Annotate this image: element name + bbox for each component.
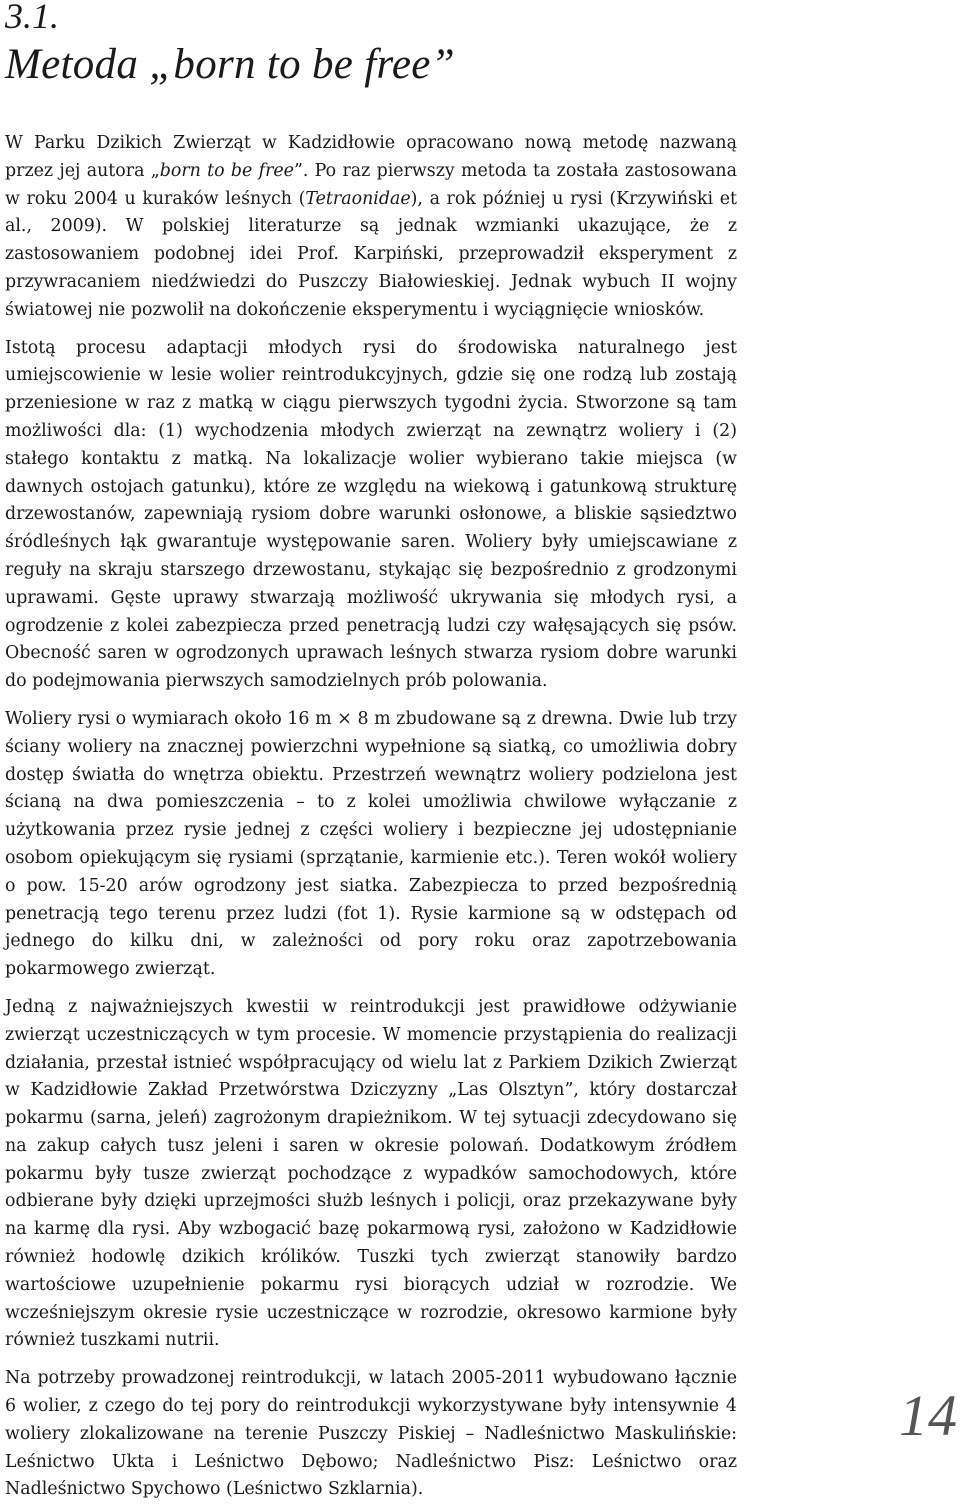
text-run: Na potrzeby prowadzonej reintrodukcji, w latach 2005-2011 wybudowano łącznie 6 wolier, z czego do tej pory do reintrodukcji wykorzystywane były intensywnie 4 woliery zlokalizowane na terenie Puszczy Piskiej – Nadleśnictwo Maskulińskie: Leśnictwo Ukta i Leśnictwo Dębowo; Nadleśnictwo Pisz: Leśnictwo oraz Nadleśnictwo Spychowo (Leśnictwo Szklarnia). (5, 1368, 737, 1500)
body-text (5, 130, 737, 1504)
text-run: ), a rok później u rysi (Krzywiński et al., 2009). W polskiej literaturze są jednak wzmianki ukazujące, że z zastosowaniem podobnej idei Prof. Karpiński, przeprowadził eksperyment z przywracaniem niedźwiedzi do Puszczy Białowieskiej. Jednak wybuch II wojny światowej nie pozwolił na dokończenie eksperymentu i wyciągnięcie wniosków. (5, 188, 738, 320)
section-heading (5, 0, 455, 90)
text-run: Jedną z najważniejszych kwestii w reintrodukcji jest prawidłowe odżywianie zwierząt uczestniczących w tym procesie. W momencie przystąpienia do realizacji działania, przestał istnieć współpracujący od wielu lat z Parkiem Dzikich Zwierząt w Kadzidłowie Zakład Przetwórstwa Dziczyzny „Las Olsztyn”, który dostarczał pokarmu (sarna, jeleń) zagrożonym drapieżnikom. W tej sytuacji zdecydowano się na zakup całych tusz jeleni i saren w okresie polowań. Dodatkowym źródłem pokarmu były tusze zwierząt pochodzące z wypadków samochodowych, które odbierane były dzięki uprzejmości służb leśnych i policji, oraz przekazywane były na karmę dla rysi. Aby wzbogacić bazę pokarmową rysi, założono w Kadzidłowie również hodowlę dzikich królików. Tuszki tych zwierząt stanowiły bardzo wartościowe uzupełnienie pokarmu rysi biorących udział w rozrodzie. We wcześniejszym okresie rysie uczestniczące w rozrodzie, okresowo karmione były również tuszkami nutrii. (5, 996, 737, 1351)
section-number: 3.1. (5, 0, 59, 36)
paragraph (5, 130, 737, 325)
italic-term: born to be free (159, 160, 294, 181)
paragraph (5, 335, 737, 696)
italic-term: Tetraonidae (305, 188, 411, 209)
paragraph (5, 1365, 737, 1504)
text-run: Woliery rysi o wymiarach około 16 m × 8 m zbudowane są z drewna. Dwie lub trzy ściany woliery na znacznej powierzchni wypełnione są siatką, co umożliwia dobry dostęp światła do wnętrza obiektu. Przestrzeń wewnątrz woliery podzielona jest ścianą na dwa pomieszczenia – to z kolei umożliwia chwilowe wyłączanie z użytkowania przez rysie jednej z części woliery i bezpieczne jej udostępnianie osobom opiekującym się rysiami (sprzątanie, karmienie etc.). Teren wokół woliery o pow. 15-20 arów ogrodzony jest siatka. Zabezpiecza to przed bezpośrednią penetracją tego terenu przez ludzi (fot 1). Rysie karmione są w odstępach od jednego do kilku dni, w zależności od pory roku oraz zapotrzebowania pokarmowego zwierząt. (5, 708, 737, 980)
page-number: 14 (899, 1383, 957, 1448)
paragraph (5, 994, 737, 1355)
text-run: ”. Po raz pierwszy metoda ta została zastosowana w roku 2004 u kuraków leśnych ( (5, 160, 737, 209)
section-title: Metoda „born to be free” (5, 41, 455, 88)
text-run: Istotą procesu adaptacji młodych rysi do środowiska naturalnego jest umiejscowienie w lesie wolier reintrodukcyjnych, gdzie się one rodzą lub zostają przeniesione w raz z matką w ciągu pierwszych tygodni życia. Stworzone są tam możliwości dla: (1) wychodzenia młodych zwierząt na zewnątrz woliery i (2) stałego kontaktu z matką. Na lokalizacje wolier wybierano takie miejsca (w dawnych ostojach gatunku), które ze względu na wiekową i gatunkową strukturę drzewostanów, zapewniają rysiom dobre warunki osłonowe, a bliskie sąsiedztwo śródleśnych łąk gwarantuje występowanie saren. Woliery były umiejscawiane z reguły na skraju starszego drzewostanu, stykając się bezpośrednio z grodzonymi uprawami. Gęste uprawy stwarzają możliwość ukrywania się młodych rysi, a ogrodzenie z kolei zabezpiecza przed penetracją ludzi czy wałęsających się psów. Obecność saren w ogrodzonych uprawach leśnych stwarza rysiom dobre warunki do podejmowania pierwszych samodzielnych prób polowania. (5, 337, 737, 692)
paragraph (5, 706, 737, 984)
text-run: W Parku Dzikich Zwierząt w Kadzidłowie opracowano nową metodę nazwaną przez jej autora „ (5, 133, 737, 181)
